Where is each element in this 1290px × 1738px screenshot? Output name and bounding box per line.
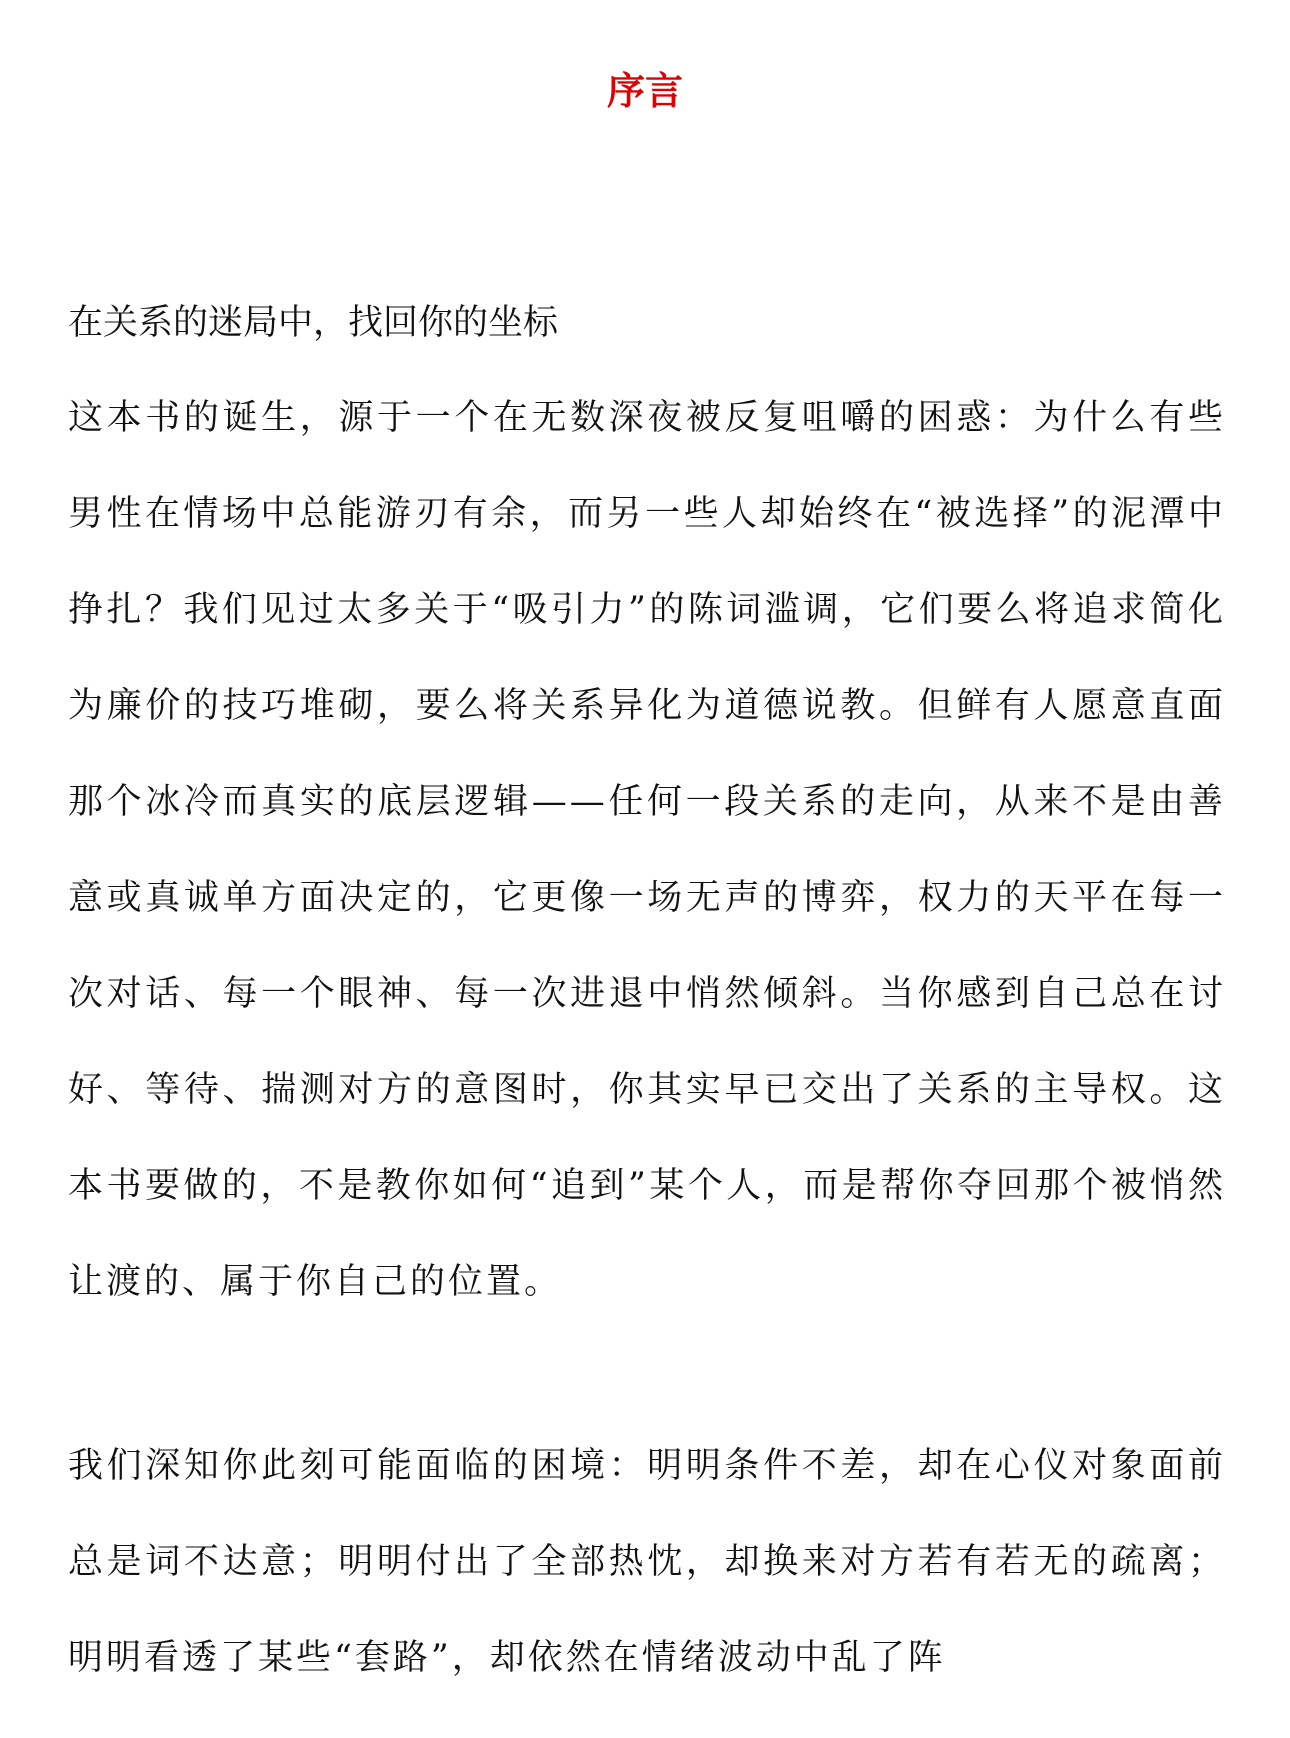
page-title: 序言 [606, 69, 683, 113]
paragraph-1: 这本书的诞生，源于一个在无数深夜被反复咀嚼的困惑：为什么有些男性在情场中总能游刃有余，而另一些人却始终在“被选择”的泥潭中挣扎？我们见过太多关于“吸引力”的陈词滥调，它们要么将追求简化为廉价的技巧堆砌，要么将关系异化为道德说教。但鲜有人愿意直面那个冰冷而真实的底层逻辑——任何一段关系的走向，从来不是由善意或真诚单方面决定的，它更像一场无声的博弈，权力的天平在每一次对话、每一个眼神、每一次进退中悄然倾斜。当你感到自己总在讨好、等待、揣测对方的意图时，你其实早已交出了关系的主导权。这本书要做的，不是教你如何“追到”某个人，而是帮你夺回那个被悄然让渡的、属于你自己的位置。 [68, 398, 1226, 1302]
paragraph-2: 我们深知你此刻可能面临的困境：明明条件不差，却在心仪对象面前总是词不达意；明明付出了全部热忱，却换来对方若有若无的疏离；明明看透了某些“套路”，却依然在情绪波动中乱了阵 [68, 1446, 1226, 1678]
section-subtitle: 在关系的迷局中，找回你的坐标 [68, 303, 559, 343]
